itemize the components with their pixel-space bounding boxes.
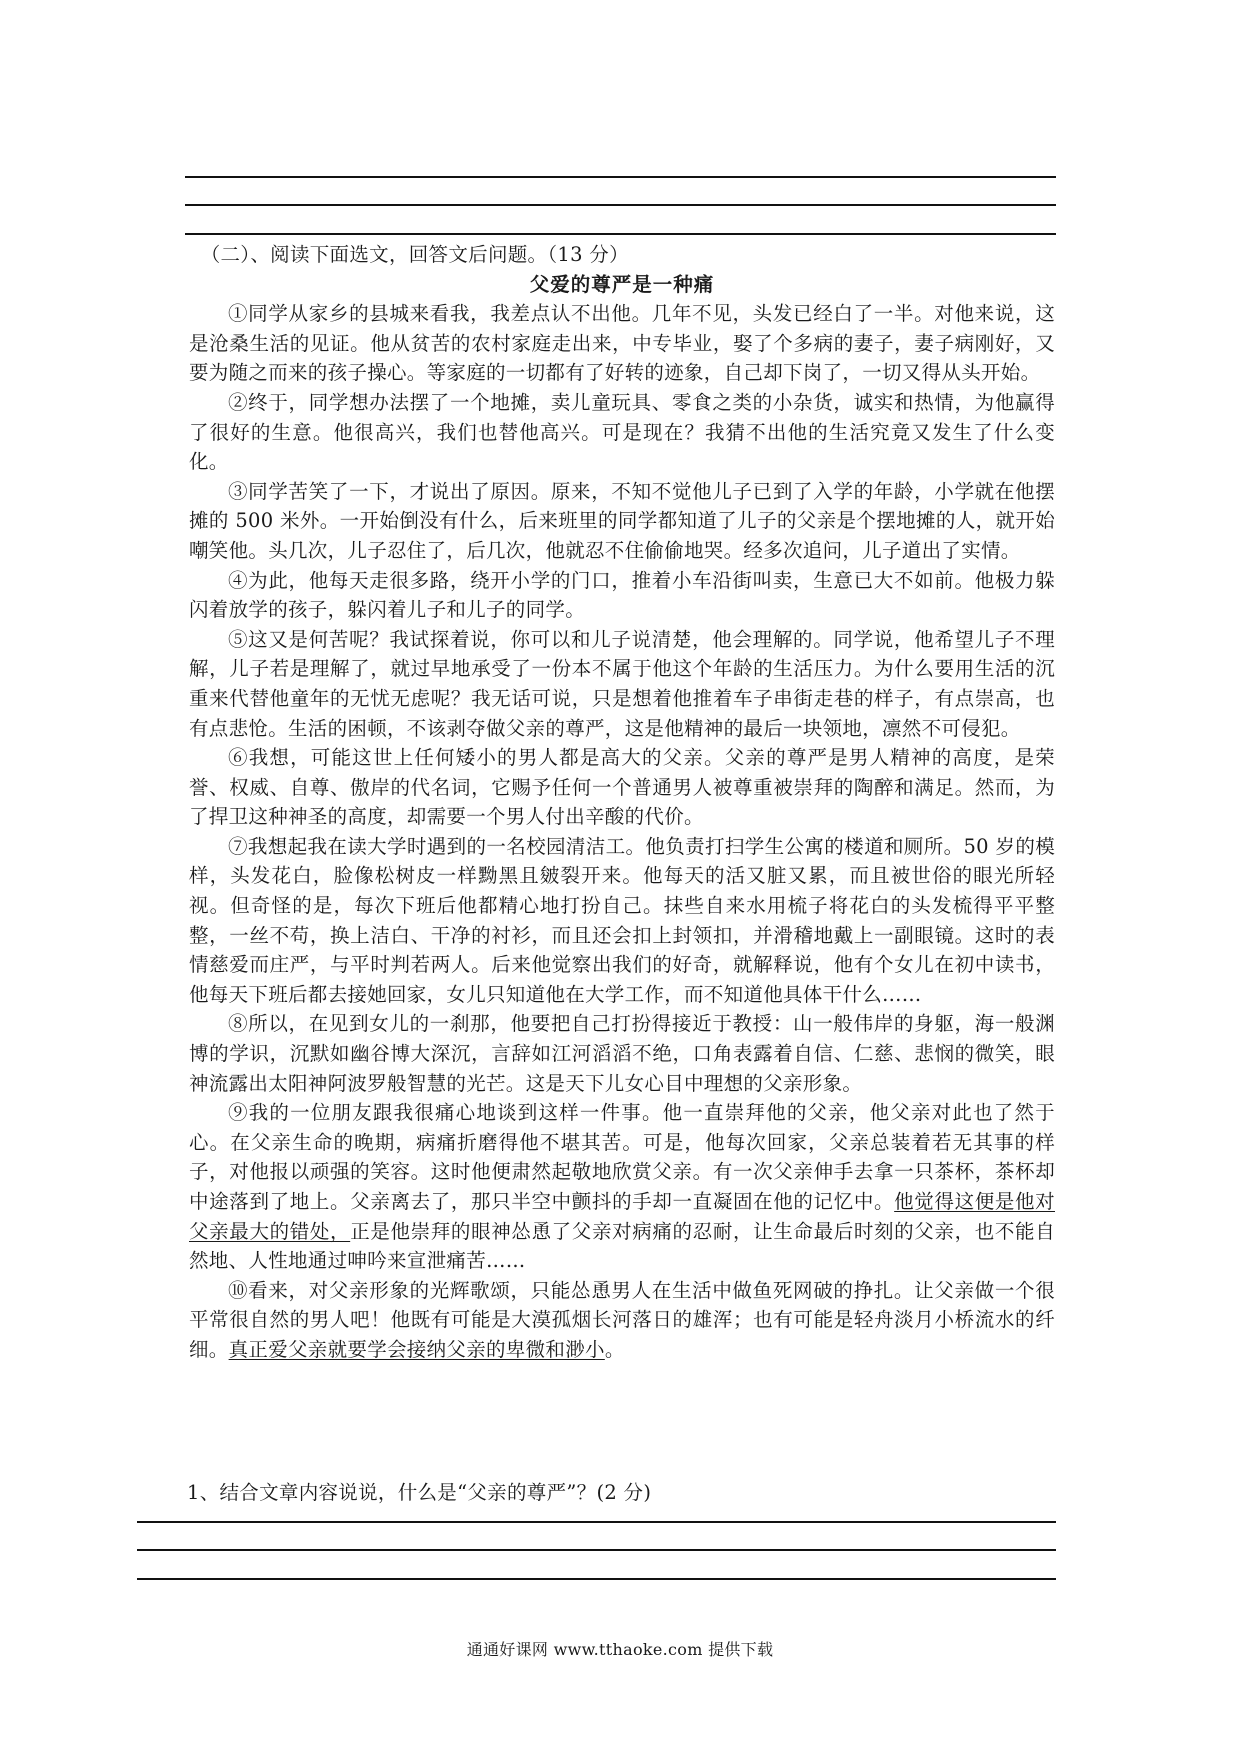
paragraph-5: ⑤这又是何苦呢？我试探着说，你可以和儿子说清楚，他会理解的。同学说，他希望儿子不理解，儿子若是理解了，就过早地承受了一份本不属于他这个年龄的生活压力。为什么要用生活的沉重来代替他童年的无忧无虑呢？我无话可说，只是想着他推着车子串街走巷的样子，有点崇高，也有点悲怆。生活的困顿，不该剥夺做父亲的尊严，这是他精神的最后一块领地，凛然不可侵犯。 [189, 627, 1055, 740]
paragraph-3: ③同学苦笑了一下，才说出了原因。原来，不知不觉他儿子已到了入学的年龄，小学就在他摆摊的 500 米外。一开始倒没有什么，后来班里的同学都知道了儿子的父亲是个摆地摊的人，就开始嘲笑他。头几次，儿子忍住了，后几次，他就忍不住偷偷地哭。经多次追问，儿子道出了实情。 [189, 479, 1055, 562]
answer-line [137, 1578, 1056, 1580]
answer-line [185, 176, 1056, 178]
answer-line [137, 1549, 1056, 1551]
underlined-sentence-1: 他觉得这便是他对父亲最大的错处， [189, 1190, 1055, 1243]
paragraph-6: ⑥我想，可能这世上任何矮小的男人都是高大的父亲。父亲的尊严是男人精神的高度，是荣誉、权威、自尊、傲岸的代名词，它赐予任何一个普通男人被尊重被崇拜的陶醉和满足。然而，为了捍卫这种神圣的高度，却需要一个男人付出辛酸的代价。 [189, 746, 1055, 829]
paragraph-9 [189, 1098, 1055, 1276]
question-1: 1、结合文章内容说说，什么是“父亲的尊严”？(2 分) [187, 1481, 652, 1504]
article-title: 父爱的尊严是一种痛 [529, 272, 715, 296]
paragraph-7: ⑦我想起我在读大学时遇到的一名校园清洁工。他负责打扫学生公寓的楼道和厕所。50 岁的模样，头发花白，脸像松树皮一样黝黑且皴裂开来。他每天的活又脏又累，而且被世俗的眼光所轻视。但奇怪的是，每次下班后他都精心地打扮自己。抹些自来水用梳子将花白的头发梳得平平整整，一丝不苟，换上洁白、干净的衬衫，而且还会扣上封领扣，并滑稽地戴上一副眼镜。这时的表情慈爱而庄严，与平时判若两人。后来他觉察出我们的好奇，就解释说，他有个女儿在初中读书，他每天下班后都去接她回家，女儿只知道他在大学工作，而不知道他具体干什么…… [189, 834, 1055, 1006]
paragraph-1: ①同学从家乡的县城来看我，我差点认不出他。几年不见，头发已经白了一半。对他来说，这是沧桑生活的见证。他从贫苦的农村家庭走出来，中专毕业，娶了个多病的妻子，妻子病刚好，又要为随之而来的孩子操心。等家庭的一切都有了好转的迹象，自己却下岗了，一切又得从头开始。 [189, 302, 1055, 385]
answer-line [185, 233, 1056, 235]
paragraph-10-end: 。 [604, 1337, 625, 1361]
paragraph-10 [189, 1276, 1055, 1365]
paragraph-4: ④为此，他每天走很多路，绕开小学的门口，推着小车沿街叫卖，生意已大不如前。他极力躲闪着放学的孩子，躲闪着儿子和儿子的同学。 [189, 568, 1055, 622]
answer-line [137, 1521, 1056, 1523]
paragraph-9-text: ⑨我的一位朋友跟我很痛心地谈到这样一件事。他一直崇拜他的父亲，他父亲对此也了然于心。在父亲生命的晚期，病痛折磨得他不堪其苦。可是，他每次回家，父亲总装着若无其事的样子，对他报以顽强的笑容。这时他便肃然起敬地欣赏父亲。有一次父亲伸手去拿一只茶杯，茶杯却中途落到了地上。父亲离去了，那只半空中颤抖的手却一直凝固在他的记忆中。 [189, 1101, 1055, 1213]
paragraph-9-tail: 正是他崇拜的眼神怂恿了父亲对病痛的忍耐，让生命最后时刻的父亲，也不能自然地、人性地通过呻吟来宣泄痛苦…… [189, 1219, 1055, 1273]
answer-line [185, 204, 1056, 206]
paragraph-10-text: ⑩看来，对父亲形象的光辉歌颂，只能怂恿男人在生活中做鱼死网破的挣扎。让父亲做一个很平常很自然的男人吧！他既有可能是大漠孤烟长河落日的雄浑；也有可能是轻舟淡月小桥流水的纤细。 [189, 1278, 1055, 1361]
paragraph-2: ②终于，同学想办法摆了一个地摊，卖儿童玩具、零食之类的小杂货，诚实和热情，为他赢得了很好的生意。他很高兴，我们也替他高兴。可是现在？我猜不出他的生活究竟又发生了什么变化。 [189, 390, 1055, 474]
reading-passage [189, 240, 1055, 1365]
underlined-sentence-2: 真正爱父亲就要学会接纳父亲的卑微和渺小 [228, 1337, 605, 1361]
section-heading: （二）、阅读下面选文，回答文后问题。（13 分） [200, 243, 629, 266]
page-footer: 通通好课网 www.tthaoke.com 提供下载 [466, 1640, 774, 1659]
paragraph-8: ⑧所以，在见到女儿的一刹那，他要把自己打扮得接近于教授：山一般伟岸的身躯，海一般渊博的学识，沉默如幽谷博大深沉，言辞如江河滔滔不绝，口角表露着自信、仁慈、悲悯的微笑，眼神流露出太阳神阿波罗般智慧的光芒。这是天下儿女心目中理想的父亲形象。 [189, 1012, 1055, 1095]
